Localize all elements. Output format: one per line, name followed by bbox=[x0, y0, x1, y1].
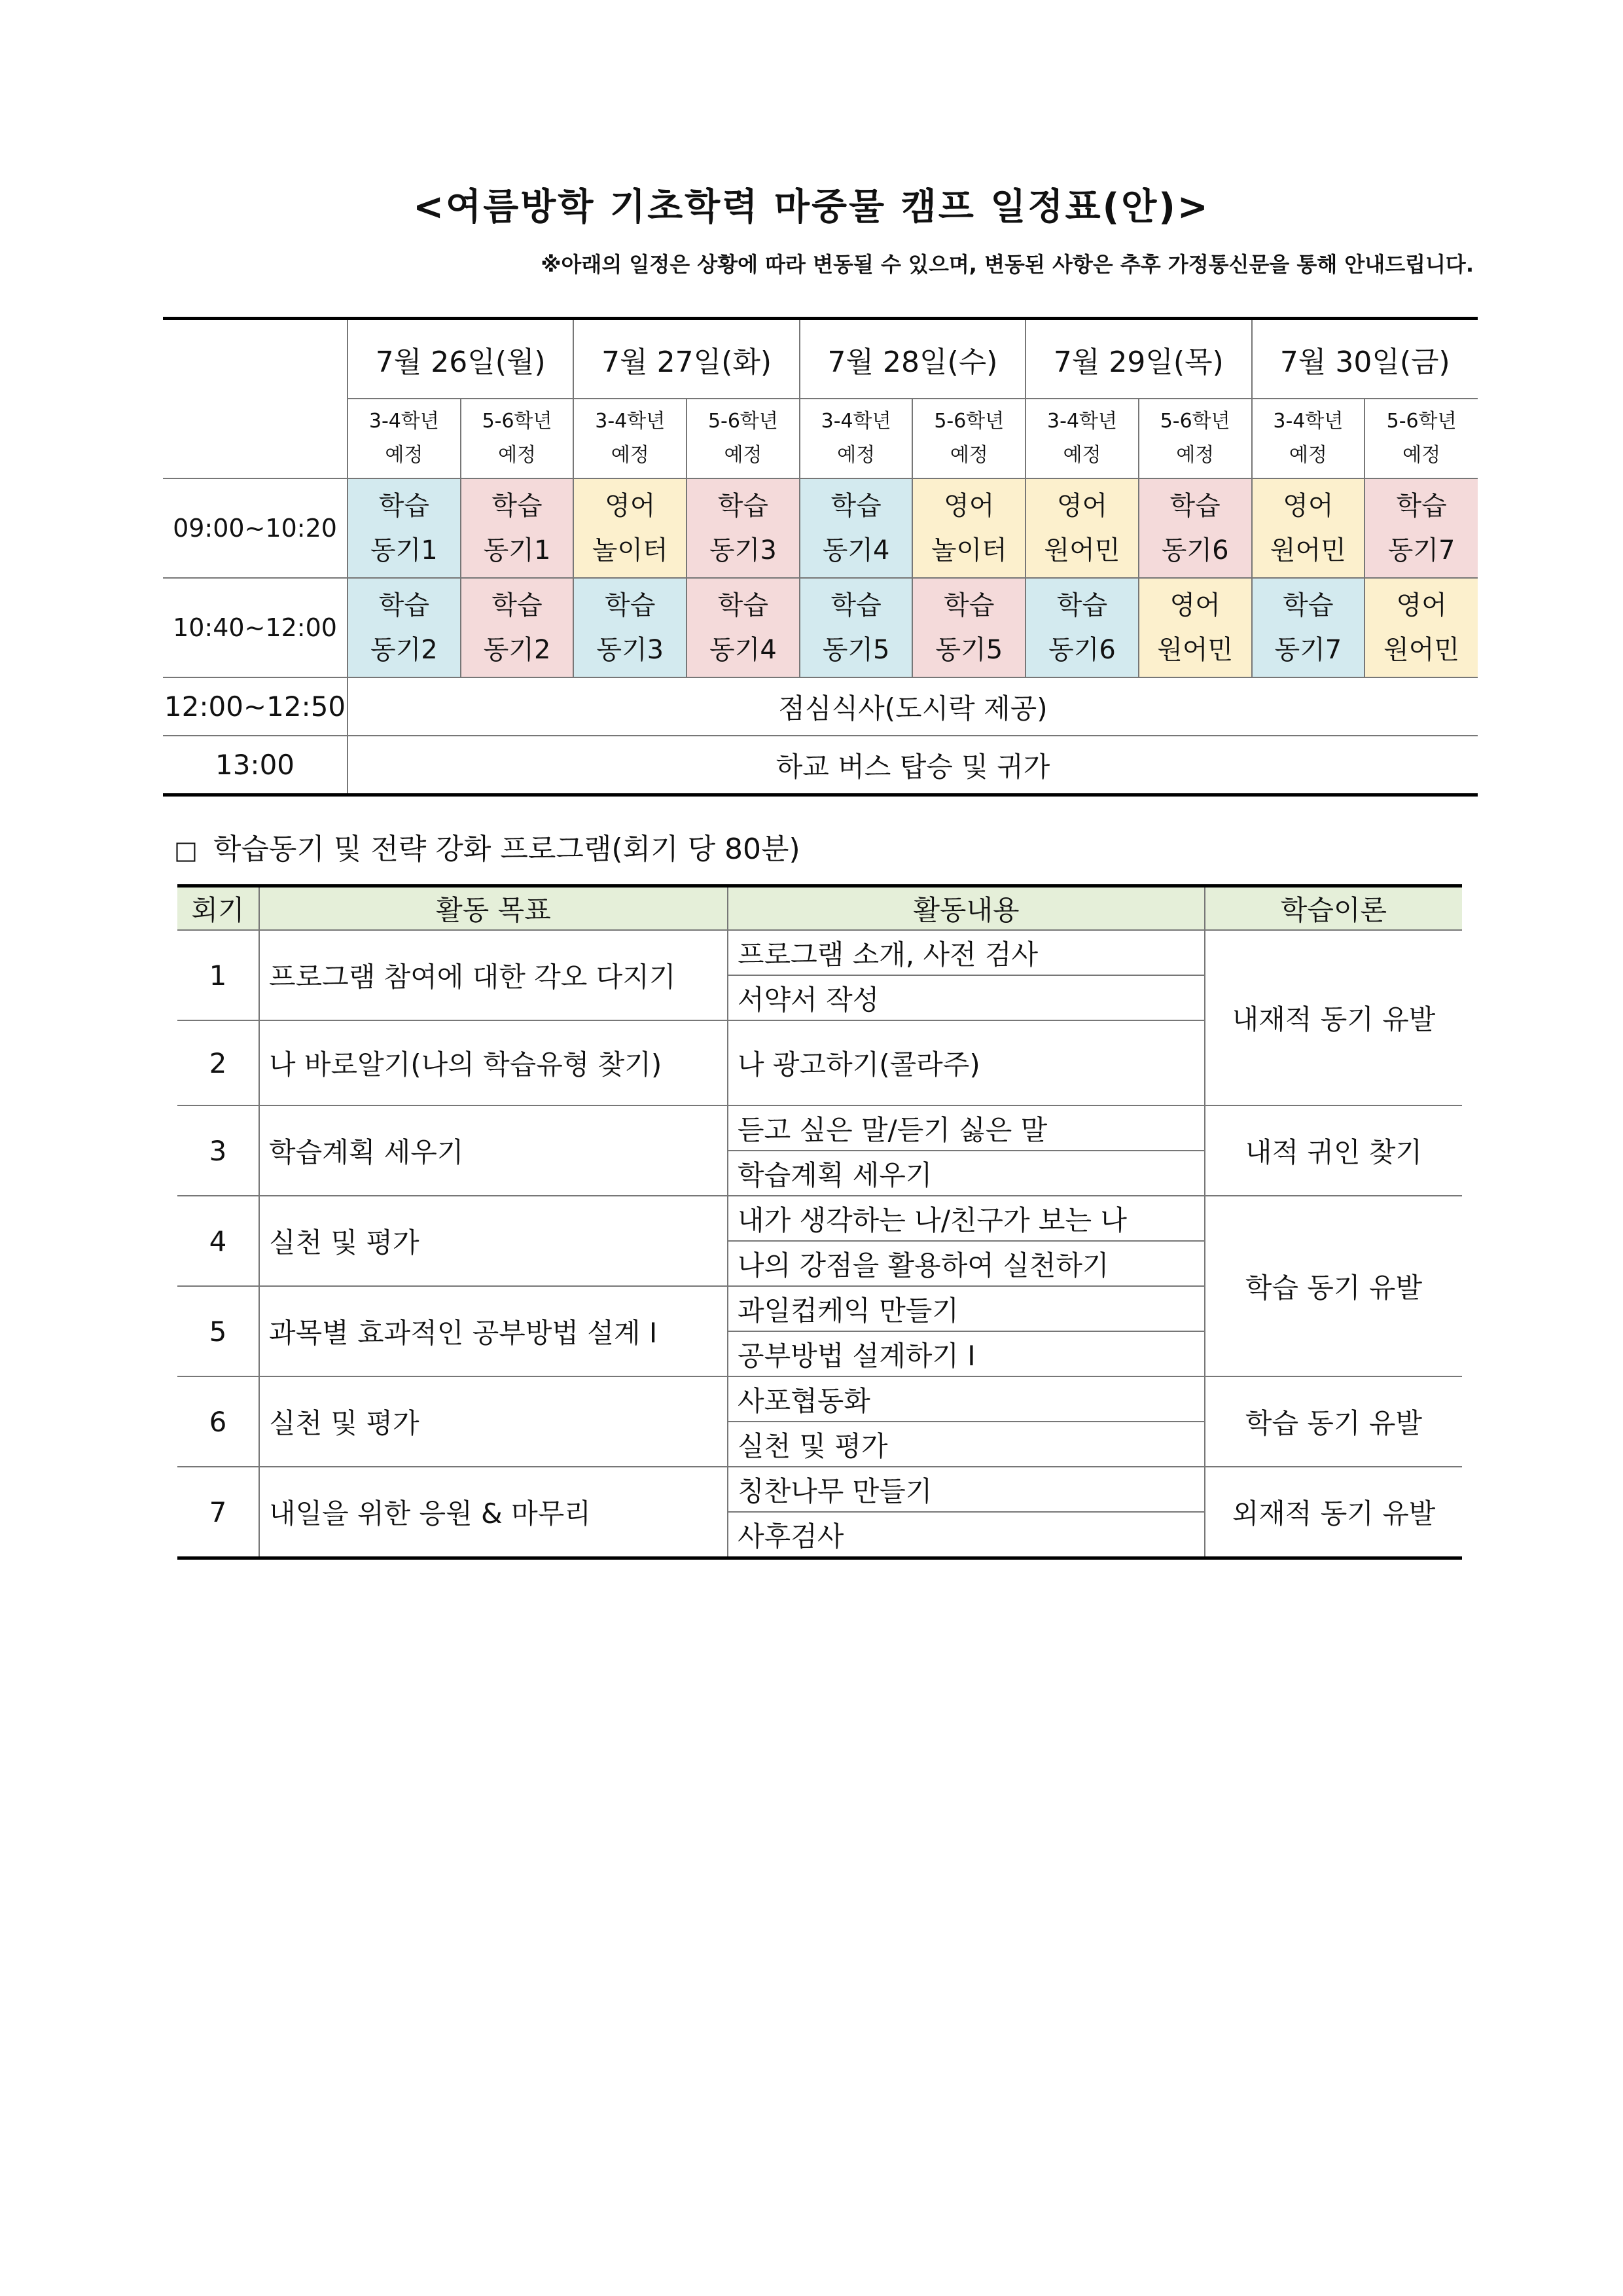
grade-header bbox=[1139, 399, 1252, 478]
grade-status: 예정 bbox=[837, 444, 876, 467]
time-slot: 13:00 bbox=[163, 736, 348, 795]
session-goal: 프로그램 참여에 대한 각오 다지기 bbox=[259, 930, 728, 1020]
session-content: 칭찬나무 만들기 bbox=[728, 1467, 1205, 1512]
activity-detail: 동기2 bbox=[370, 635, 438, 665]
schedule-table bbox=[163, 317, 1478, 797]
activity-detail: 원어민 bbox=[1044, 535, 1120, 565]
time-slot: 09:00~10:20 bbox=[163, 478, 348, 578]
activity-detail: 동기6 bbox=[1161, 535, 1229, 565]
session-row bbox=[177, 1467, 1462, 1512]
session-goal: 내일을 위한 응원 & 마무리 bbox=[259, 1467, 728, 1558]
activity-cell bbox=[1026, 478, 1139, 578]
activity-cell bbox=[348, 478, 461, 578]
activity-cell bbox=[1026, 578, 1139, 677]
activity-type: 학습 bbox=[944, 590, 995, 620]
grade-status: 예정 bbox=[950, 444, 988, 467]
learning-theory: 내재적 동기 유발 bbox=[1205, 930, 1462, 1105]
session-number: 2 bbox=[177, 1020, 259, 1105]
grade-row bbox=[163, 399, 1478, 478]
activity-type: 학습 bbox=[1169, 491, 1221, 521]
session-content: 서약서 작성 bbox=[728, 975, 1205, 1020]
program-heading-text: 학습동기 및 전략 강화 프로그램(회기 당 80분) bbox=[213, 833, 800, 866]
session-content: 학습계획 세우기 bbox=[728, 1151, 1205, 1196]
learning-theory: 학습 동기 유발 bbox=[1205, 1196, 1462, 1376]
activity-cell bbox=[573, 578, 687, 677]
activity-detail: 동기1 bbox=[483, 535, 551, 565]
activity-detail: 동기3 bbox=[709, 535, 777, 565]
activity-detail: 원어민 bbox=[1157, 635, 1234, 665]
grade-header bbox=[573, 399, 687, 478]
activity-cell bbox=[687, 578, 800, 677]
schedule-notice: ※아래의 일정은 상황에 따라 변동될 수 있으며, 변동된 사항은 추후 가정통신문을 통해 안내드립니다. bbox=[541, 252, 1474, 277]
activity-type: 학습 bbox=[717, 590, 769, 620]
header-content: 활동내용 bbox=[728, 886, 1205, 931]
day-header: 7월 30일(금) bbox=[1252, 319, 1478, 399]
activity-type: 영어 bbox=[944, 491, 995, 521]
session-content: 공부방법 설계하기 I bbox=[728, 1331, 1205, 1376]
grade-label: 3-4학년 bbox=[595, 410, 666, 433]
activity-cell bbox=[800, 578, 913, 677]
session-goal: 학습계획 세우기 bbox=[259, 1105, 728, 1196]
grade-status: 예정 bbox=[1176, 444, 1215, 467]
day-header: 7월 28일(수) bbox=[800, 319, 1026, 399]
session-content: 듣고 싶은 말/듣기 싫은 말 bbox=[728, 1105, 1205, 1151]
session-row bbox=[163, 478, 1478, 578]
program-heading bbox=[174, 830, 800, 870]
session-row bbox=[163, 578, 1478, 677]
grade-label: 5-6학년 bbox=[1160, 410, 1230, 433]
activity-detail: 동기7 bbox=[1274, 635, 1342, 665]
activity-cell bbox=[1139, 578, 1252, 677]
date-row bbox=[163, 319, 1478, 399]
bus-row bbox=[163, 736, 1478, 795]
activity-type: 학습 bbox=[605, 590, 656, 620]
program-header-row bbox=[177, 886, 1462, 931]
activity-cell bbox=[461, 478, 574, 578]
activity-detail: 놀이터 bbox=[592, 535, 668, 565]
activity-type: 학습 bbox=[1283, 590, 1334, 620]
activity-type: 영어 bbox=[1396, 590, 1447, 620]
activity-cell bbox=[461, 578, 574, 677]
activity-detail: 동기4 bbox=[822, 535, 890, 565]
activity-type: 학습 bbox=[491, 491, 543, 521]
session-row bbox=[177, 1376, 1462, 1422]
grade-header bbox=[687, 399, 800, 478]
session-number: 4 bbox=[177, 1196, 259, 1286]
session-goal: 실천 및 평가 bbox=[259, 1196, 728, 1286]
grade-header bbox=[461, 399, 574, 478]
session-content: 사포협동화 bbox=[728, 1376, 1205, 1422]
day-header: 7월 29일(목) bbox=[1026, 319, 1251, 399]
activity-type: 학습 bbox=[1056, 590, 1108, 620]
activity-detail: 동기5 bbox=[822, 635, 890, 665]
session-number: 6 bbox=[177, 1376, 259, 1467]
activity-detail: 동기2 bbox=[483, 635, 551, 665]
header-goal: 활동 목표 bbox=[259, 886, 728, 931]
activity-type: 학습 bbox=[378, 491, 429, 521]
activity-cell bbox=[800, 478, 913, 578]
activity-detail: 동기3 bbox=[596, 635, 664, 665]
activity-cell bbox=[687, 478, 800, 578]
lunch-cell: 점심식사(도시락 제공) bbox=[348, 677, 1478, 736]
activity-cell bbox=[912, 478, 1026, 578]
activity-detail: 원어민 bbox=[1383, 635, 1460, 665]
grade-header bbox=[348, 399, 461, 478]
grade-status: 예정 bbox=[1402, 444, 1441, 467]
grade-header bbox=[1026, 399, 1139, 478]
activity-type: 학습 bbox=[491, 590, 543, 620]
activity-type: 영어 bbox=[605, 491, 656, 521]
session-content: 과일컵케익 만들기 bbox=[728, 1286, 1205, 1331]
grade-status: 예정 bbox=[1289, 444, 1327, 467]
activity-detail: 동기4 bbox=[709, 635, 777, 665]
grade-label: 5-6학년 bbox=[934, 410, 1005, 433]
activity-type: 학습 bbox=[378, 590, 429, 620]
session-number: 3 bbox=[177, 1105, 259, 1196]
time-slot: 10:40~12:00 bbox=[163, 578, 348, 677]
header-theory: 학습이론 bbox=[1205, 886, 1462, 931]
activity-cell bbox=[1364, 578, 1478, 677]
session-row bbox=[177, 930, 1462, 975]
activity-cell bbox=[1139, 478, 1252, 578]
grade-label: 5-6학년 bbox=[482, 410, 552, 433]
session-content: 프로그램 소개, 사전 검사 bbox=[728, 930, 1205, 975]
session-content: 내가 생각하는 나/친구가 보는 나 bbox=[728, 1196, 1205, 1241]
activity-type: 학습 bbox=[717, 491, 769, 521]
activity-cell bbox=[1364, 478, 1478, 578]
activity-detail: 동기5 bbox=[935, 635, 1003, 665]
session-goal: 나 바로알기(나의 학습유형 찾기) bbox=[259, 1020, 728, 1105]
grade-status: 예정 bbox=[1063, 444, 1101, 467]
activity-type: 학습 bbox=[830, 590, 882, 620]
checkbox-square-icon: □ bbox=[174, 836, 198, 865]
grade-header bbox=[1364, 399, 1478, 478]
activity-type: 학습 bbox=[1396, 491, 1447, 521]
program-table bbox=[177, 884, 1462, 1560]
grade-label: 3-4학년 bbox=[1047, 410, 1117, 433]
learning-theory: 외재적 동기 유발 bbox=[1205, 1467, 1462, 1558]
session-row bbox=[177, 1196, 1462, 1241]
grade-label: 3-4학년 bbox=[1273, 410, 1344, 433]
grade-header bbox=[912, 399, 1026, 478]
grade-label: 3-4학년 bbox=[368, 410, 439, 433]
document-title: <여름방학 기초학력 마중물 캠프 일정표(안)> bbox=[413, 186, 1210, 228]
session-content: 나의 강점을 활용하여 실천하기 bbox=[728, 1241, 1205, 1286]
activity-type: 영어 bbox=[1283, 491, 1334, 521]
activity-type: 영어 bbox=[1056, 491, 1108, 521]
lunch-row bbox=[163, 677, 1478, 736]
session-number: 1 bbox=[177, 930, 259, 1020]
session-number: 5 bbox=[177, 1286, 259, 1376]
session-content: 사후검사 bbox=[728, 1512, 1205, 1558]
activity-detail: 원어민 bbox=[1270, 535, 1346, 565]
grade-label: 5-6학년 bbox=[1386, 410, 1457, 433]
activity-type: 학습 bbox=[830, 491, 882, 521]
grade-label: 5-6학년 bbox=[707, 410, 778, 433]
session-goal: 실천 및 평가 bbox=[259, 1376, 728, 1467]
grade-status: 예정 bbox=[611, 444, 649, 467]
grade-header bbox=[800, 399, 913, 478]
grade-header bbox=[1252, 399, 1365, 478]
grade-status: 예정 bbox=[724, 444, 762, 467]
learning-theory: 학습 동기 유발 bbox=[1205, 1376, 1462, 1467]
day-header: 7월 26일(월) bbox=[348, 319, 573, 399]
session-goal: 과목별 효과적인 공부방법 설계 I bbox=[259, 1286, 728, 1376]
session-number: 7 bbox=[177, 1467, 259, 1558]
activity-cell bbox=[573, 478, 687, 578]
session-content: 실천 및 평가 bbox=[728, 1422, 1205, 1467]
session-content: 나 광고하기(콜라주) bbox=[728, 1020, 1205, 1105]
activity-detail: 놀이터 bbox=[931, 535, 1007, 565]
activity-detail: 동기6 bbox=[1048, 635, 1116, 665]
activity-detail: 동기1 bbox=[370, 535, 438, 565]
header-session: 회기 bbox=[177, 886, 259, 931]
session-row bbox=[177, 1105, 1462, 1151]
activity-cell bbox=[348, 578, 461, 677]
grade-status: 예정 bbox=[385, 444, 423, 467]
grade-label: 3-4학년 bbox=[821, 410, 891, 433]
day-header: 7월 27일(화) bbox=[573, 319, 799, 399]
activity-cell bbox=[1252, 478, 1365, 578]
activity-detail: 동기7 bbox=[1387, 535, 1455, 565]
bus-cell: 하교 버스 탑승 및 귀가 bbox=[348, 736, 1478, 795]
activity-type: 영어 bbox=[1169, 590, 1221, 620]
time-slot: 12:00~12:50 bbox=[163, 677, 348, 736]
activity-cell bbox=[912, 578, 1026, 677]
grade-status: 예정 bbox=[498, 444, 537, 467]
activity-cell bbox=[1252, 578, 1365, 677]
learning-theory: 내적 귀인 찾기 bbox=[1205, 1105, 1462, 1196]
empty-corner-cell bbox=[163, 319, 348, 479]
